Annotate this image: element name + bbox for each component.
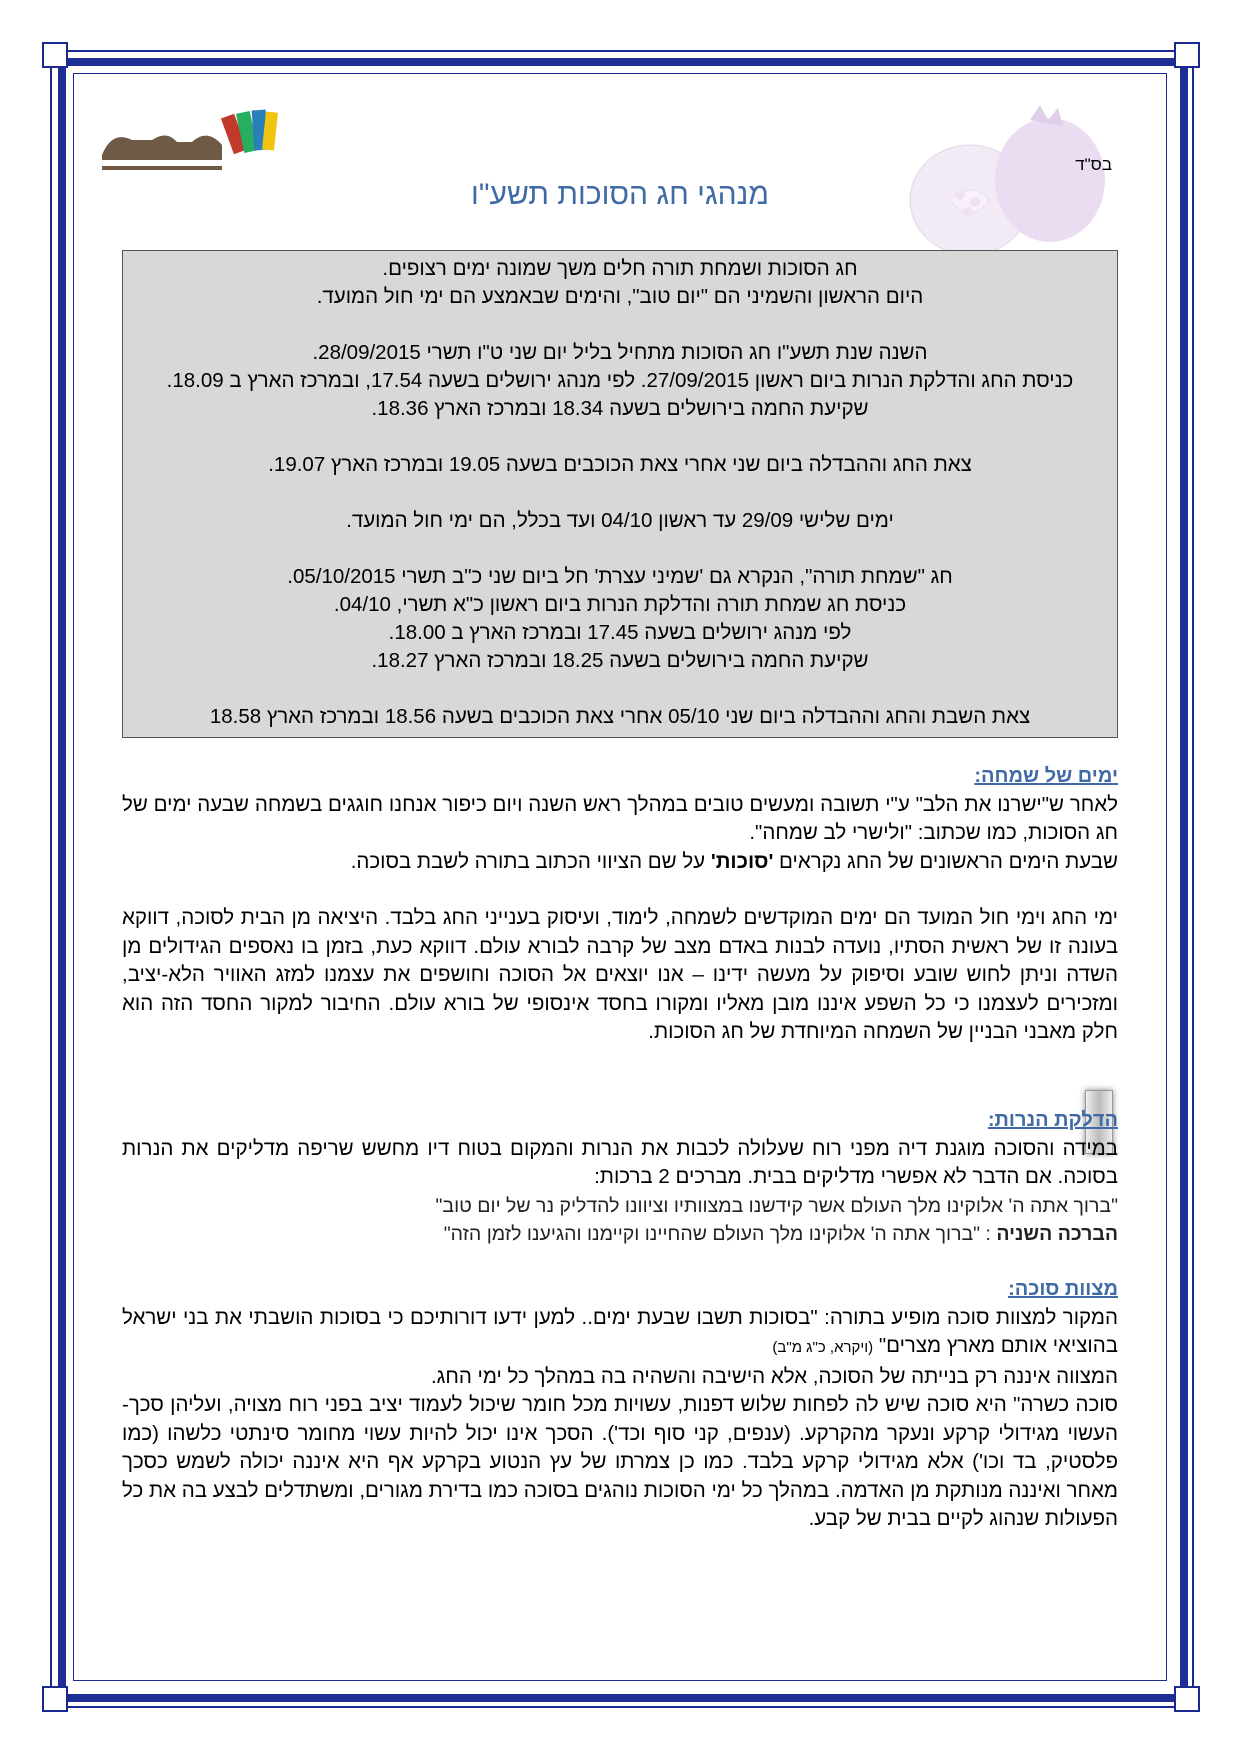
info-line: שקיעת החמה בירושלים בשעה 18.25 ובמרכז הארץ 18.27. xyxy=(371,649,869,672)
holiday-times-box xyxy=(122,250,1118,738)
blessing-label: הברכה השניה xyxy=(996,1223,1118,1245)
text-run: שבעת הימים הראשונים של החג נקראים xyxy=(773,849,1118,873)
paragraph: במידה והסוכה מוגנת דיה מפני רוח שעלולה לכבות את הנרות והמקום בטוח דיו מחשש שריפה מדליקים את הנרות בסוכה. אם הדבר לא אפשרי מדליקים בבית. מברכים 2 ברכות: xyxy=(122,1136,1118,1188)
section-heading: מצוות סוכה: xyxy=(1008,1278,1118,1300)
paragraph xyxy=(122,1304,1118,1363)
section-candles xyxy=(122,1106,1118,1249)
frame-corner xyxy=(42,42,68,68)
text-run: המקור למצוות סוכה מופיע בתורה: "בסוכות תשבו שבעת ימים.. למען ידעו דורותיכם כי בסוכות הושבתי את בני ישראל בהוציאי אותם מארץ מצרים" xyxy=(122,1305,1118,1357)
info-line: לפי מנהג ירושלים בשעה 17.45 ובמרכז הארץ ב 18.00. xyxy=(388,621,852,644)
source-reference: (ויקרא, כ"ג מ"ב) xyxy=(772,1339,874,1356)
section-heading: הדלקת הנרות: xyxy=(987,1109,1118,1131)
info-line: צאת השבת והחג וההבדלה ביום שני 05/10 אחרי צאת הכוכבים בשעה 18.56 ובמרכז הארץ 18.58 xyxy=(209,705,1031,728)
text-run: : "ברוך אתה ה' אלוקינו מלך העולם שהחיינו וקיימנו והגיענו לזמן הזה" xyxy=(443,1223,997,1245)
blessing: "ברוך אתה ה' אלוקינו מלך העולם אשר קידשנו במצוותיו וציוונו להדליק נר של יום טוב" xyxy=(435,1194,1118,1217)
frame-corner xyxy=(42,1686,68,1712)
info-line: צאת החג וההבדלה ביום שני אחרי צאת הכוכבים בשעה 19.05 ובמרכז הארץ 19.07. xyxy=(268,453,972,476)
info-line: חג "שמחת תורה", הנקרא גם 'שמיני עצרת' חל ביום שני כ"ב תשרי 05/10/2015. xyxy=(287,565,953,588)
info-line: ימים שלישי 29/09 עד ראשון 04/10 ועד בכלל, הם ימי חול המועד. xyxy=(346,509,894,532)
info-line: היום הראשון והשמיני הם "יום טוב", והימים שבאמצע הם ימי חול המועד. xyxy=(316,285,924,308)
paragraph: ימי החג וימי חול המועד הם ימים המוקדשים לשמחה, לימוד, ועיסוק בענייני החג בלבד. היציאה מן הבית לסוכה, דווקא בעונה זו של ראשית הסתיו, נועדה לבנות באדם מצב של קרבה לבורא עולם. דווקא כעת, בזמן בו נאספים הגידולים מן השדה וניתן לחוש שובע וסיפוק על מעשה ידינו – אנו יוצאים אל הסוכה וחושפים את עצמנו למזג האוויר הלא-יציב, ומזכירים לעצמנו כי כל השפע איננו מובן מאליו ומקורו בחסד אינסופי של בורא עולם. החיבור למקור החסד הזה הוא חלק מאבני הבניין של השמחה המיוחדת של חג הסוכות. xyxy=(122,906,1118,1043)
blessing xyxy=(122,1220,1118,1249)
info-line: השנה שנת תשע"ו חג הסוכות מתחיל בליל יום שני ט"ו תשרי 28/09/2015. xyxy=(312,341,928,364)
paragraph xyxy=(122,848,1118,877)
bold-term: 'סוכות' xyxy=(710,849,774,873)
info-line: כניסת החג והדלקת הנרות ביום ראשון 27/09/2015. לפי מנהג ירושלים בשעה 17.54, ובמרכז הארץ ב 18.09. שקיעת החמה בירושלים בשעה 18.34 ובמרכז הארץ 18.36. xyxy=(166,369,1074,420)
section-heading: ימים של שמחה: xyxy=(974,765,1118,787)
paragraph: סוכה כשרה" היא סוכה שיש לה לפחות שלוש דפנות, עשויות מכל חומר שיכול לעמוד יציב בפני רוח מצויה, ועליהן סכך- העשוי מגידולי קרקע ונעקר מהקרקע. (ענפים, קני סוף וכד'). הסכך אינו יכול להיות עשוי מחומר סינתטי כלשהו (כמו פלסטיק, בד וכו') אלא מגידולי קרקע בלבד. כמו כן צמרתו של עץ הנטוע בקרקע אף היא איננה יכולה לשמש כסכך מאחר ואיננה מנותקת מן האדמה. במהלך כל ימי הסוכות נוהגים בסוכה כמו בדירת מגורים, ומשתדלים לבצע בה את כל הפעולות שנהוג לקיים בבית של קבע. xyxy=(122,1393,1118,1530)
paragraph: לאחר ש"ישרנו את הלב" ע"י תשובה ומעשים טובים במהלך ראש השנה ויום כיפור אנחנו חוגגים בשמחה שבעה ימים של חג הסוכות, כמו שכתוב: "ולישרי לב שמחה". xyxy=(122,792,1118,844)
section-sukkah xyxy=(122,1275,1118,1534)
info-line: כניסת חג שמחת תורה והדלקת הנרות ביום ראשון כ"א תשרי, 04/10. xyxy=(333,593,907,616)
frame-corner xyxy=(1174,1686,1200,1712)
paragraph: המצווה איננה רק בנייתה של הסוכה, אלא הישיבה והשהיה בה במהלך כל ימי החג. xyxy=(430,1364,1118,1388)
text-run: על שם הציווי הכתוב בתורה לשבת בסוכה. xyxy=(350,849,711,873)
section-joy xyxy=(122,762,1118,1047)
page-title: מנהגי חג הסוכות תשע"ו xyxy=(471,178,769,211)
logo xyxy=(92,100,292,180)
frame-corner xyxy=(1174,42,1200,68)
info-line: חג הסוכות ושמחת תורה חלים משך שמונה ימים רצופים. xyxy=(382,257,858,280)
besad-mark: בס"ד xyxy=(1075,155,1112,174)
